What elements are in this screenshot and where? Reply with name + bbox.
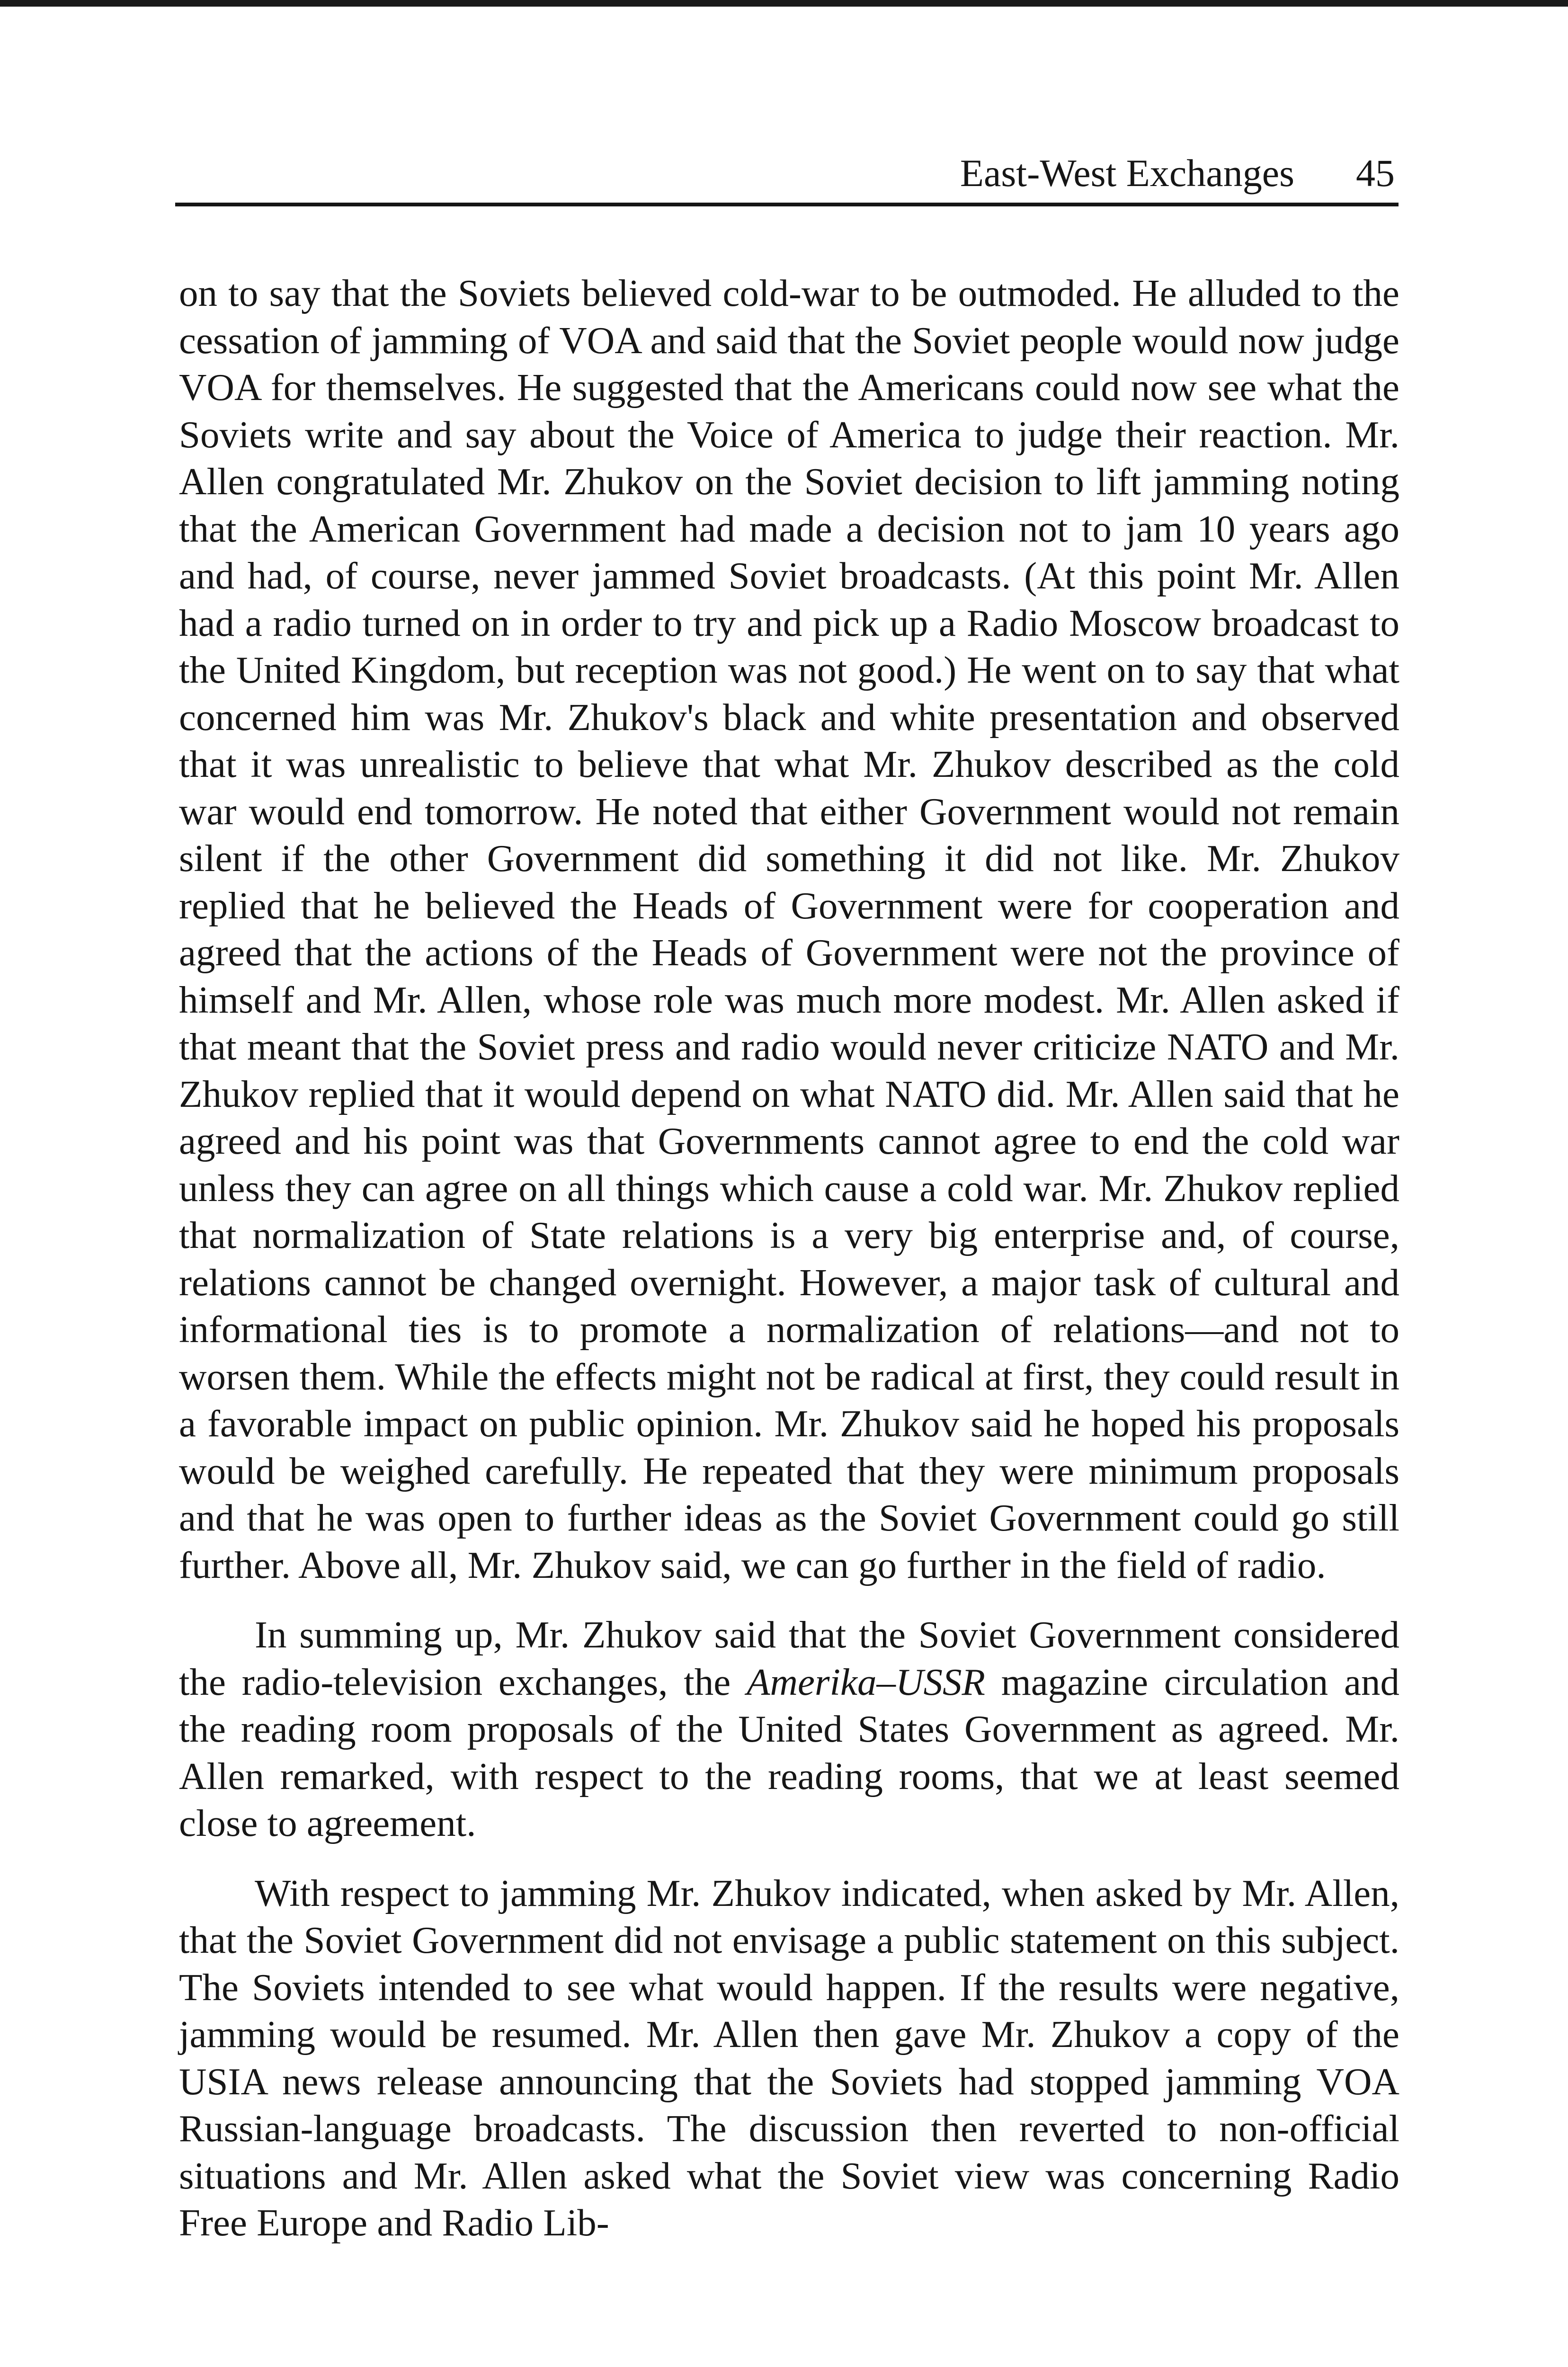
paragraph-text: magazine circulation and the reading room proposals of the United States Government as agreed. Mr. Allen remarked, with respect to the reading rooms, that we at least seemed close to agreement. [179,1660,1400,1844]
page-body [179,270,1399,2247]
header-rule [175,203,1399,206]
page-number: 45 [1356,151,1395,195]
paragraph-summing-up [179,1611,1399,1847]
running-head: East-West Exchanges [960,151,1294,195]
paragraph-text: In summing up, Mr. Zhukov said that the Soviet Government considered the radio-television exchanges, the [179,1613,1399,1703]
magazine-title: Amerika–USSR [747,1660,985,1703]
paragraph-continued: on to say that the Soviets believed cold-war to be outmoded. He alluded to the cessation of jamming of VOA and said that the Soviet people would now judge VOA for themselves. He suggested that the Americans could now see what the Soviets write and say about the Voice of America to judge their reaction. Mr. Allen congratulated Mr. Zhukov on the Soviet decision to lift jamming noting that the American Government had made a decision not to jam 10 years ago and had, of course, never jammed Soviet broadcasts. (At this point Mr. Allen had a radio turned on in order to try and pick up a Radio Moscow broadcast to the United Kingdom, but reception was not good.) He went on to say that what concerned him was Mr. Zhukov's black and white presentation and observed that it was unrealistic to believe that what Mr. Zhukov described as the cold war would end tomorrow. He noted that either Government would not remain silent if the other Government did something it did not like. Mr. Zhukov replied that he believed the Heads of Government were for cooperation and agreed that the actions of the Heads of Government were not the province of himself and Mr. Allen, whose role was much more modest. Mr. Allen asked if that meant that the Soviet press and radio would never criticize NATO and Mr. Zhukov replied that it would depend on what NATO did. Mr. Allen said that he agreed and his point was that Governments cannot agree to end the cold war unless they can agree on all things which cause a cold war. Mr. Zhukov replied that normalization of State relations is a very big enterprise and, of course, relations cannot be changed overnight. However, a major task of cultural and informational ties is to promote a normalization of relations—and not to worsen them. While the effects might not be radical at first, they could result in a favorable impact on public opinion. Mr. Zhukov said he hoped his proposals would be weighed carefully. He repeated that they were minimum proposals and that he was open to further ideas as the Soviet Government could go still further. Above all, Mr. Zhukov said, we can go further in the field of radio. [179,272,1399,1586]
page-header [175,142,1399,209]
scan-edge [0,0,1568,7]
paragraph-jamming: With respect to jamming Mr. Zhukov indicated, when asked by Mr. Allen, that the Soviet Government did not envisage a public statement on this subject. The Soviets intended to see what would happen. If the results were negative, jamming would be resumed. Mr. Allen then gave Mr. Zhukov a copy of the USIA news release announcing that the Soviets had stopped jamming VOA Russian-language broadcasts. The discussion then reverted to non-official situations and Mr. Allen asked what the Soviet view was concerning Radio Free Europe and Radio Lib- [179,1871,1399,2244]
